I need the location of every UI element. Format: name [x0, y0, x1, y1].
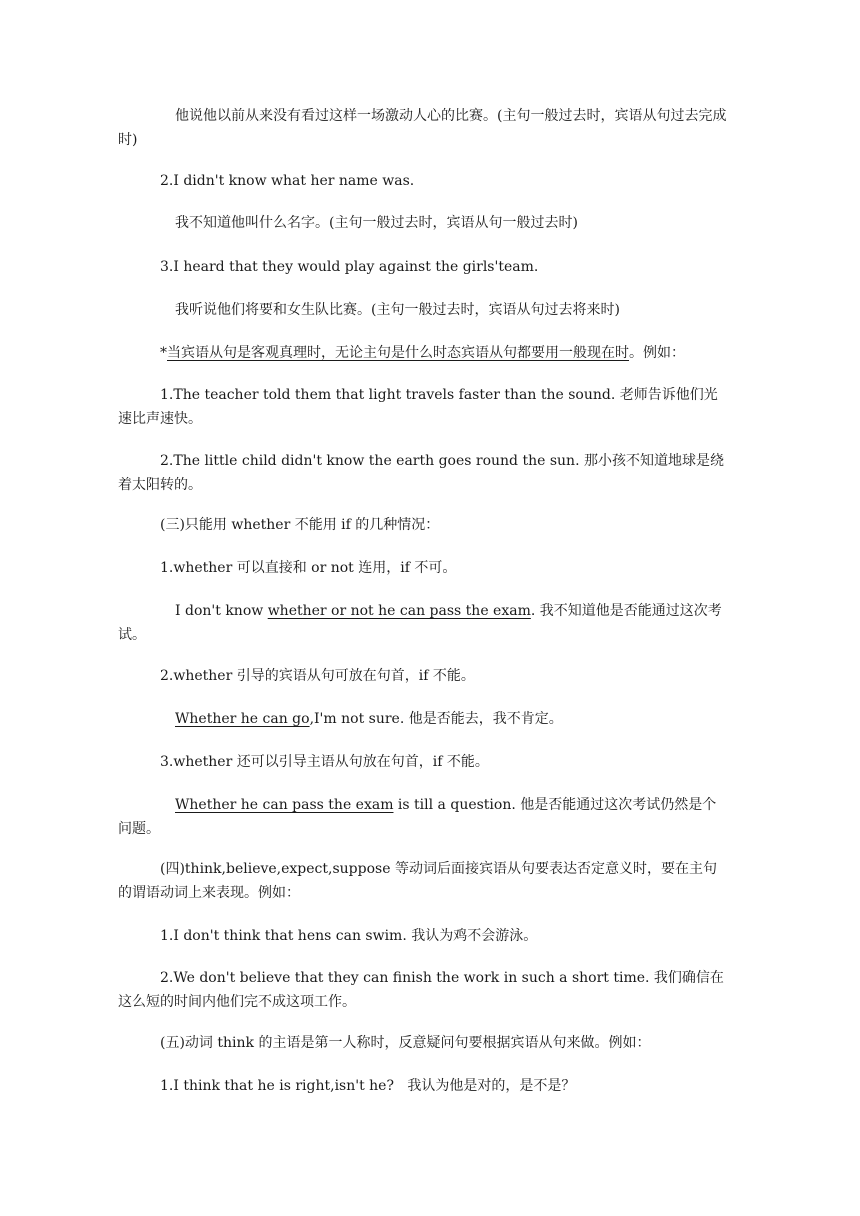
- paragraph-example-3-translation: 我听说他们将要和女生队比赛。(主句一般过去时，宾语从句过去将来时): [175, 302, 620, 318]
- paragraph-tag-question-example-1: 1.I think that he is right,isn't he? 我认为他是对的，是不是？: [160, 1078, 576, 1094]
- example-prefix: I don't know: [175, 603, 268, 619]
- paragraph-truth-example-2: 2.The little child didn't know the earth goes round the sun. 那小孩不知道地球是绕着太阳转的。: [118, 453, 724, 493]
- paragraph-negation-example-2: 2.We don't believe that they can finish the work in such a short time. 我们确信在这么短的时间内他们完不成这项工作。: [118, 970, 724, 1010]
- example-underlined-text: Whether he can pass the exam: [175, 797, 394, 813]
- paragraph-example-3: 3.I heard that they would play against the girls'team.: [160, 259, 539, 275]
- example-suffix: . 我不知道他是否能通过这次考试。: [118, 603, 722, 643]
- example-underlined-text: Whether he can go: [175, 711, 310, 727]
- paragraph-example-translation: 他说他以前从来没有看过这样一场激动人心的比赛。(主句一般过去时，宾语从句过去完成时): [118, 108, 727, 148]
- rule-tail: 。例如：: [629, 345, 685, 361]
- paragraph-whether-example-3: [118, 793, 730, 841]
- section-heading-four: (四)think,believe,expect,suppose 等动词后面接宾语从句要表达否定意义时，要在主句的谓语动词上来表现。例如：: [118, 861, 717, 901]
- paragraph-whether-rule-2: 2.whether 引导的宾语从句可放在句首，if 不能。: [160, 668, 475, 684]
- paragraph-rule-objective-truth: [118, 341, 730, 365]
- paragraph-whether-rule-3: 3.whether 还可以引导主语从句放在句首，if 不能。: [160, 754, 489, 770]
- example-suffix: is till a question. 他是否能通过这次考试仍然是个问题。: [118, 797, 717, 837]
- paragraph-whether-rule-1: 1.whether 可以直接和 or not 连用，if 不可。: [160, 560, 457, 576]
- paragraph-whether-example-2: [118, 707, 730, 731]
- example-underlined-text: whether or not he can pass the exam: [267, 603, 531, 619]
- paragraph-example-2: 2.I didn't know what her name was.: [160, 173, 415, 189]
- section-heading-three: (三)只能用 whether 不能用 if 的几种情况：: [160, 517, 440, 533]
- rule-star: *: [160, 345, 167, 361]
- section-heading-five: (五)动词 think 的主语是第一人称时，反意疑问句要根据宾语从句来做。例如：: [160, 1035, 651, 1051]
- paragraph-example-2-translation: 我不知道他叫什么名字。(主句一般过去时，宾语从句一般过去时): [175, 215, 578, 231]
- paragraph-whether-example-1: [118, 599, 730, 647]
- rule-underlined-text: 当宾语从句是客观真理时，无论主句是什么时态宾语从句都要用一般现在时: [167, 345, 629, 361]
- example-suffix: ,I'm not sure. 他是否能去，我不肯定。: [309, 711, 563, 727]
- paragraph-negation-example-1: 1.I don't think that hens can swim. 我认为鸡不会游泳。: [160, 928, 538, 944]
- paragraph-truth-example-1: 1.The teacher told them that light travels faster than the sound. 老师告诉他们光速比声速快。: [118, 387, 718, 427]
